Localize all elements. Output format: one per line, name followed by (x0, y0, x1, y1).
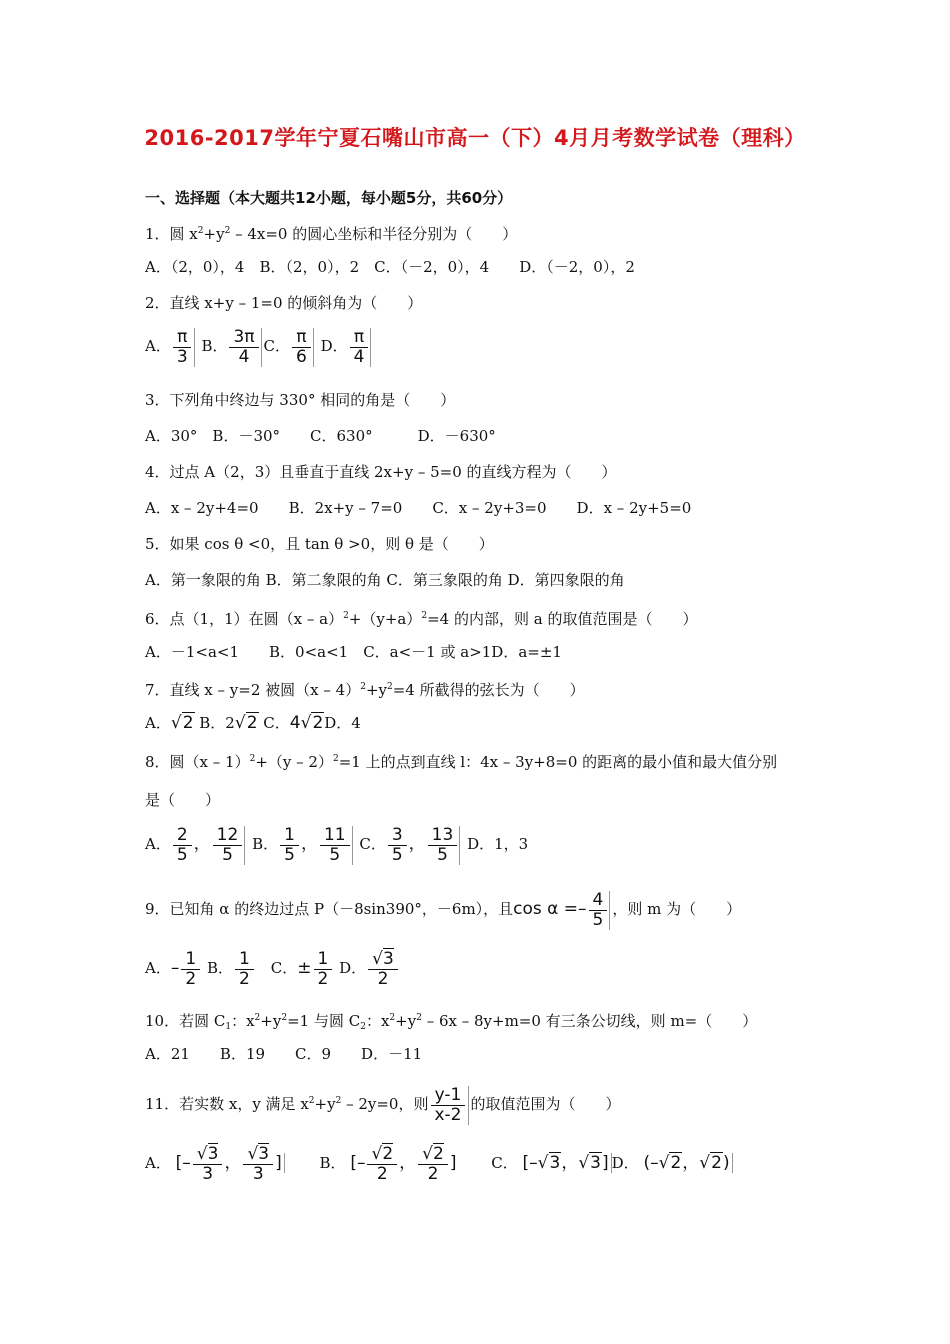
minus-sign: – (170, 958, 180, 978)
q7-exp: 2 (386, 682, 393, 692)
question-6-options: A．－1<a<1 B．0<a<1 C．a<－1 或 a>1D．a=±1 (145, 643, 562, 661)
denominator: 6 (296, 346, 307, 367)
radicand: 2 (670, 1153, 682, 1173)
q11-text: +y (314, 1095, 336, 1113)
numerator: π (292, 328, 310, 348)
option-label: D．4 (324, 714, 361, 732)
close-bracket: ] (275, 1153, 285, 1173)
separator: ， (682, 1153, 700, 1173)
q6-text: +（y+a） (348, 610, 422, 628)
numerator: 13 (428, 826, 458, 846)
radicand: 3 (258, 1143, 270, 1164)
q6-exp: 2 (421, 611, 428, 621)
q11-exp: 2 (335, 1096, 342, 1106)
numerator: √3 (193, 1145, 223, 1165)
question-4-options: A．x – 2y+4=0 B．2x+y – 7=0 C．x – 2y+3=0 D．x – 2y+5=0 (145, 499, 692, 517)
q1-exp: 2 (197, 226, 204, 236)
radicand: 3 (549, 1153, 561, 1173)
fraction (320, 826, 353, 865)
plus-minus-sign: ± (297, 958, 312, 978)
question-6 (145, 606, 697, 629)
option-label: D． (611, 1154, 639, 1172)
q10-text: =1 与圆 C (287, 1012, 361, 1030)
question-11-options (145, 1138, 733, 1188)
q1-text: – 4x=0 的圆心坐标和半径分别为（ ） (230, 225, 518, 243)
sqrt: √2 (658, 1153, 682, 1173)
question-2: 2．直线 x+y – 1=0 的倾斜角为（ ） (145, 294, 423, 312)
radicand: 3 (207, 1143, 219, 1164)
close-bracket: ] (602, 1153, 612, 1173)
section-heading: 一、选择题（本大题共12小题，每小题5分，共60分） (145, 189, 513, 207)
question-8-continued: 是（ ） (145, 791, 221, 809)
q11-text: 11．若实数 x，y 满足 x (145, 1095, 309, 1113)
q1-exp: 2 (224, 226, 231, 236)
denominator: 2 (427, 1163, 439, 1184)
question-9-options (145, 944, 400, 992)
denominator: 3 (202, 1163, 214, 1184)
question-7 (145, 677, 585, 700)
fraction (173, 328, 195, 367)
fraction (350, 328, 372, 367)
denominator: 5 (391, 844, 403, 865)
question-10-options: A．21 B．19 C．9 D．－11 (145, 1045, 423, 1063)
numerator: 1 (314, 950, 333, 970)
q10-text: +y (395, 1012, 417, 1030)
question-3-options: A．30° B．－30° C．630° D．－630° (145, 427, 496, 445)
q10-text: +y (260, 1012, 282, 1030)
denominator: 2 (238, 968, 250, 989)
q7-text: 7．直线 x – y=2 被圆（x – 4） (145, 681, 361, 699)
fraction (367, 1145, 397, 1184)
numerator: 12 (213, 826, 243, 846)
q10-text: 10．若圆 C (145, 1012, 226, 1030)
q8-text: +（y – 2） (255, 753, 333, 771)
q10-exp: 2 (416, 1013, 422, 1023)
denominator: 3 (252, 1163, 264, 1184)
numerator: π (173, 328, 191, 348)
option-label: C． (255, 959, 298, 977)
radicand: 2 (433, 1143, 444, 1164)
sqrt: √3 (537, 1153, 561, 1173)
numerator: 2 (173, 826, 192, 846)
sqrt: √2 (234, 713, 258, 733)
q8-exp: 2 (332, 754, 339, 764)
numerator: 11 (320, 826, 350, 846)
question-1 (145, 221, 517, 244)
q8-text: 8．圆（x – 1） (145, 753, 250, 771)
option-label: C． (263, 337, 291, 355)
denominator: 5 (329, 844, 341, 865)
q6-exp: 2 (343, 611, 349, 621)
q9-text: ，则 m 为（ ） (612, 900, 742, 918)
separator: ， (408, 834, 426, 854)
fraction (235, 950, 254, 989)
radicand: 2 (182, 713, 194, 733)
denominator: x-2 (434, 1104, 462, 1125)
fraction (292, 328, 314, 367)
minus-sign: – (529, 1153, 538, 1173)
numerator: π (350, 328, 368, 348)
option-label: A． (145, 835, 171, 853)
fraction (388, 826, 407, 865)
option-label: A． (145, 1154, 171, 1172)
fraction (181, 950, 200, 989)
question-3: 3．下列角中终边与 330° 相同的角是（ ） (145, 391, 456, 409)
open-bracket: [ (175, 1153, 183, 1173)
question-8 (145, 749, 777, 772)
q7-text: =4 所截得的弦长为（ ） (392, 681, 585, 699)
option-label: B．2 (194, 714, 235, 732)
fraction (430, 1086, 468, 1125)
q6-text: =4 的内部，则 a 的取值范围是（ ） (427, 610, 698, 628)
q11-text: – 2y=0，则 (341, 1095, 429, 1113)
cos-expression: cos α =– (513, 899, 587, 919)
separator: ， (561, 1153, 579, 1173)
denominator: 4 (353, 346, 365, 367)
denominator: 4 (238, 346, 250, 367)
fraction (418, 1145, 448, 1184)
q10-subscript: 1 (225, 1022, 232, 1032)
minus-sign: – (650, 1153, 659, 1173)
denominator: 2 (376, 1163, 388, 1184)
q10-text: ：x (231, 1012, 255, 1030)
q10-exp: 2 (281, 1013, 288, 1023)
denominator: 5 (284, 844, 295, 865)
question-9 (145, 888, 741, 930)
denominator: 2 (317, 968, 329, 989)
q1-text: +y (203, 225, 225, 243)
minus-sign: – (356, 1153, 366, 1173)
close-bracket: ] (449, 1153, 457, 1173)
fraction (368, 950, 398, 989)
fraction (280, 826, 299, 865)
minus-sign: – (182, 1153, 191, 1173)
q8-text: =1 上的点到直线 l：4x – 3y+8=0 的距离的最小值和最大值分别 (338, 753, 778, 771)
separator: ， (300, 834, 318, 854)
q10-text: ：x (365, 1012, 390, 1030)
question-11 (145, 1079, 621, 1126)
numerator: 1 (280, 826, 299, 846)
option-label: D． (315, 337, 348, 355)
q11-exp: 2 (308, 1096, 315, 1106)
question-2-options (145, 326, 373, 367)
q6-text: 6．点（1，1）在圆（x – a） (145, 610, 344, 628)
q11-text: 的取值范围为（ ） (470, 1095, 621, 1113)
q10-subscript: 2 (360, 1022, 366, 1032)
radicand: 3 (383, 948, 394, 969)
option-label: C． (354, 835, 386, 853)
fraction (229, 328, 261, 367)
sqrt: 4√2 (289, 713, 324, 733)
numerator: √2 (367, 1145, 397, 1165)
option-label: D． (334, 959, 367, 977)
radicand: 2 (382, 1143, 394, 1164)
fraction (213, 826, 246, 865)
option-label: C． (461, 1154, 518, 1172)
numerator: 3π (229, 328, 258, 348)
option-label: B． (202, 959, 233, 977)
q7-text: +y (365, 681, 387, 699)
separator: ， (193, 834, 211, 854)
radicand: 2 (711, 1153, 722, 1173)
q10-exp: 2 (389, 1013, 396, 1023)
radicand: 2 (246, 713, 258, 733)
q8-exp: 2 (249, 754, 256, 764)
question-5-options: A．第一象限的角 B．第二象限的角 C．第三象限的角 D．第四象限的角 (145, 571, 625, 589)
sqrt: √3 (578, 1153, 601, 1173)
denominator: 5 (592, 909, 604, 930)
option-label: A． (145, 337, 171, 355)
numerator: √3 (243, 1145, 273, 1165)
question-5: 5．如果 cos θ <0，且 tan θ >0，则 θ 是（ ） (145, 535, 494, 553)
fraction (173, 826, 192, 865)
radicand: 2 (312, 713, 324, 733)
question-7-options (145, 711, 361, 735)
radicand: 3 (590, 1153, 601, 1173)
option-label: A． (145, 959, 171, 977)
numerator: √2 (418, 1145, 448, 1165)
denominator: 5 (437, 844, 448, 865)
fraction (589, 891, 611, 930)
denominator: 2 (377, 968, 389, 989)
open-paren: ( (643, 1153, 651, 1173)
option-label: B． (196, 337, 228, 355)
numerator: √3 (368, 950, 398, 970)
sqrt: √2 (699, 1153, 722, 1173)
close-paren: ) (723, 1153, 733, 1173)
option-label: C． (258, 714, 290, 732)
option-label: B． (247, 835, 279, 853)
numerator: 3 (388, 826, 407, 846)
numerator: 1 (235, 950, 254, 970)
question-4: 4．过点 A（2，3）且垂直于直线 2x+y – 5=0 的直线方程为（ ） (145, 463, 617, 481)
open-bracket: [ (522, 1153, 530, 1173)
open-bracket: [ (350, 1153, 357, 1173)
coefficient: 4 (289, 713, 301, 733)
separator: ， (399, 1153, 417, 1173)
numerator: 1 (181, 950, 200, 970)
question-10 (145, 1008, 757, 1037)
q7-exp: 2 (360, 682, 366, 692)
fraction (243, 1145, 273, 1184)
q10-exp: 2 (254, 1013, 261, 1023)
sqrt: √2 (170, 713, 194, 733)
question-8-options (145, 822, 528, 866)
option-label: A． (145, 714, 171, 732)
q10-text: – 6x – 8y+m=0 有三条公切线，则 m=（ ） (421, 1012, 758, 1030)
denominator: 5 (222, 844, 233, 865)
denominator: 5 (176, 844, 188, 865)
numerator: 4 (589, 891, 608, 911)
question-1-options: A．（2，0），4 B．（2，0），2 C．（－2，0），4 D．（－2，0），2 (145, 258, 635, 276)
denominator: 3 (176, 346, 188, 367)
fraction (314, 950, 333, 989)
option-label: B． (289, 1154, 346, 1172)
numerator: y-1 (431, 1086, 466, 1106)
q1-text: 1．圆 x (145, 225, 198, 243)
denominator: 2 (185, 968, 197, 989)
separator: ， (224, 1153, 242, 1173)
option-label: D．1，3 (462, 835, 529, 853)
fraction (193, 1145, 223, 1184)
fraction (428, 826, 461, 865)
q9-text: 9．已知角 α 的终边过点 P（－8sin390°，－6m），且 (145, 900, 514, 918)
exam-title: 2016-2017学年宁夏石嘴山市高一（下）4月月考数学试卷（理科） (144, 126, 806, 150)
